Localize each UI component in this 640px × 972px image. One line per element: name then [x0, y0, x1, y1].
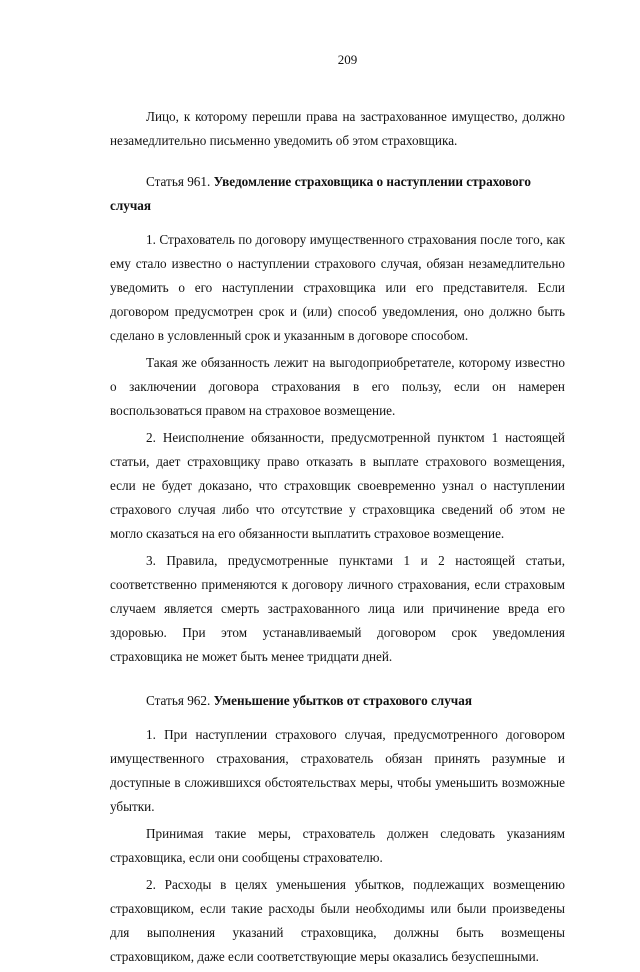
- article-961-paragraph-3: 2. Неисполнение обязанности, предусмотренной пунктом 1 настоящей статьи, дает страховщику право отказать в выплате страхового возмещения, если не будет доказано, что страховщик своевременно узнал о наступлении страхового случая либо что отсутствие у страховщика сведений об этом не могло сказаться на его обязанности выплатить страховое возмещение.: [110, 430, 565, 541]
- article-961-number: Статья 961.: [146, 174, 211, 189]
- article-961-paragraph-1: 1. Страхователь по договору имущественного страхования после того, как ему стало известно о наступлении страхового случая, обязан незамедлительно уведомить о его наступлении страховщика или его представителя. Если договором предусмотрен срок и (или) способ уведомления, оно должно быть сделано в условленный срок и указанным в договоре способом.: [110, 232, 565, 343]
- article-961-paragraph-4: 3. Правила, предусмотренные пунктами 1 и 2 настоящей статьи, соответственно применяются к договору личного страхования, если страховым случаем является смерть застрахованного лица или причинение вреда его здоровью. При этом устанавливаемый договором срок уведомления страховщика не может быть менее тридцати дней.: [110, 553, 565, 664]
- article-962-paragraph-1: 1. При наступлении страхового случая, предусмотренного договором имущественного страхования, страхователь обязан принять разумные и доступные в сложившихся обстоятельствах меры, чтобы уменьшить возможные убытки.: [110, 727, 565, 814]
- article-962-paragraph-3: 2. Расходы в целях уменьшения убытков, подлежащих возмещению страховщиком, если такие расходы были необходимы или были произведены для выполнения указаний страховщика, должны быть возмещены страховщиком, даже если соответствующие меры оказались безуспешными.: [110, 877, 565, 964]
- document-page: [110, 48, 565, 972]
- article-962-paragraph-2: Принимая такие меры, страхователь должен следовать указаниям страховщика, если они сообщены страхователю.: [110, 826, 565, 865]
- article-961-title: Уведомление страховщика о наступлении страхового случая: [110, 174, 531, 213]
- article-962-number: Статья 962.: [146, 693, 211, 708]
- article-962-title: Уменьшение убытков от страхового случая: [213, 693, 472, 708]
- article-961-paragraph-2: Такая же обязанность лежит на выгодоприобретателе, которому известно о заключении договора страхования в его пользу, если он намерен воспользоваться правом на страховое возмещение.: [110, 355, 565, 418]
- article-962-heading: [110, 689, 565, 713]
- article-961-heading: [110, 170, 565, 218]
- page-number: 209: [337, 52, 358, 67]
- intro-paragraph: Лицо, к которому перешли права на застрахованное имущество, должно незамедлительно письменно уведомить об этом страховщика.: [110, 109, 565, 148]
